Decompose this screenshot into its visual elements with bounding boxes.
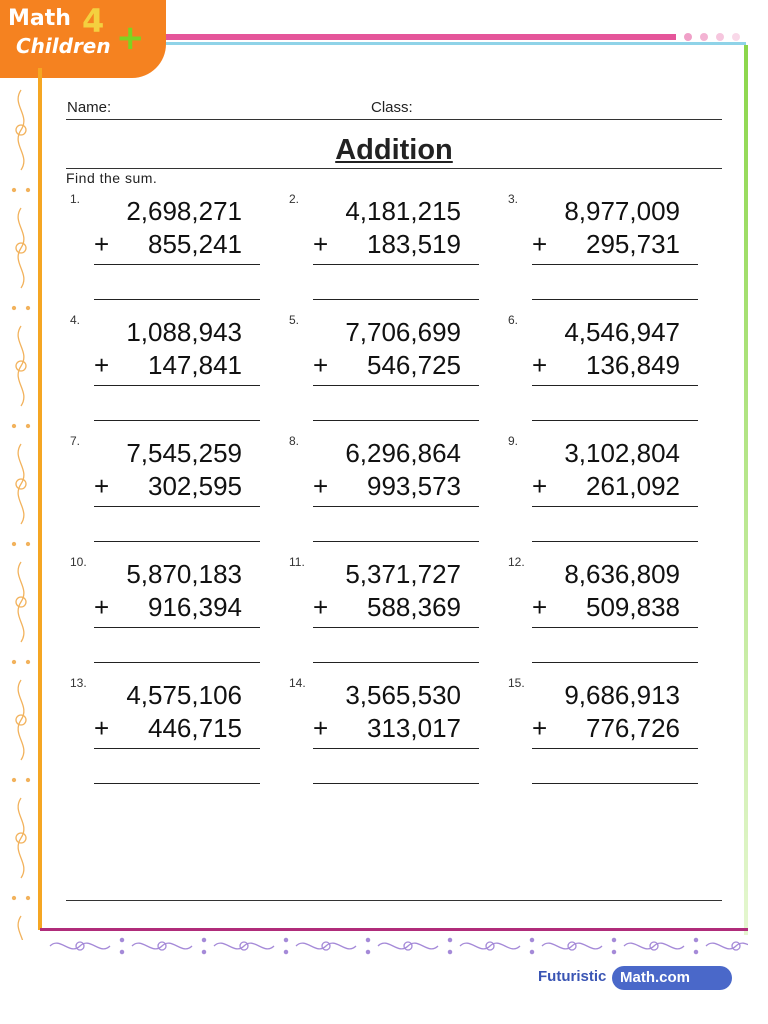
answer-line[interactable] xyxy=(532,662,698,663)
problem-number: 5. xyxy=(289,313,300,327)
addend-bottom: 183,519 xyxy=(367,229,461,259)
left-ornament xyxy=(6,80,36,940)
bottom-border xyxy=(40,928,748,931)
addend-bottom: 302,595 xyxy=(148,471,242,501)
addend-bottom: 446,715 xyxy=(148,713,242,743)
sum-line xyxy=(313,748,479,749)
addend-top: 4,546,947 xyxy=(564,317,680,347)
problem xyxy=(508,434,698,544)
problem-number: 3. xyxy=(508,192,519,206)
top-border-cyan xyxy=(166,42,746,45)
sum-line xyxy=(532,748,698,749)
left-border xyxy=(38,68,42,930)
problem-number: 4. xyxy=(70,313,81,327)
answer-line[interactable] xyxy=(94,541,260,542)
addend-top: 8,636,809 xyxy=(564,559,680,589)
sum-line xyxy=(532,506,698,507)
plus-operator: + xyxy=(313,713,329,743)
plus-operator: + xyxy=(94,471,110,501)
problem-number: 15. xyxy=(508,676,525,690)
logo-line2: Children xyxy=(16,34,111,58)
answer-line[interactable] xyxy=(313,299,479,300)
addend-bottom: 546,725 xyxy=(367,350,461,380)
addend-bottom: 295,731 xyxy=(586,229,680,259)
problem-number: 14. xyxy=(289,676,306,690)
answer-line[interactable] xyxy=(313,662,479,663)
addend-bottom: 147,841 xyxy=(148,350,242,380)
addend-top: 4,575,106 xyxy=(126,680,242,710)
problem xyxy=(70,192,260,302)
addend-bottom: 313,017 xyxy=(367,713,461,743)
plus-operator: + xyxy=(532,471,548,501)
answer-line[interactable] xyxy=(532,420,698,421)
logo-plus: + xyxy=(116,18,145,58)
plus-operator: + xyxy=(532,350,548,380)
math4children-logo xyxy=(0,0,166,78)
logo-line1: Math xyxy=(8,6,71,31)
addend-top: 5,870,183 xyxy=(126,559,242,589)
problem xyxy=(289,192,479,302)
answer-line[interactable] xyxy=(532,541,698,542)
decor-dot xyxy=(716,33,724,41)
sum-line xyxy=(94,264,260,265)
answer-line[interactable] xyxy=(532,299,698,300)
plus-operator: + xyxy=(94,713,110,743)
addend-top: 6,296,864 xyxy=(345,438,461,468)
addend-top: 9,686,913 xyxy=(564,680,680,710)
addend-top: 1,088,943 xyxy=(126,317,242,347)
sum-line xyxy=(532,627,698,628)
sum-line xyxy=(94,627,260,628)
sum-line xyxy=(313,385,479,386)
sum-line xyxy=(532,264,698,265)
plus-operator: + xyxy=(532,592,548,622)
top-border-pink xyxy=(166,34,676,40)
logo-number: 4 xyxy=(82,2,105,40)
problem-number: 11. xyxy=(289,555,305,569)
problem-number: 8. xyxy=(289,434,300,448)
answer-line[interactable] xyxy=(532,783,698,784)
problem-number: 6. xyxy=(508,313,519,327)
name-class-line xyxy=(66,119,722,120)
plus-operator: + xyxy=(532,229,548,259)
sum-line xyxy=(94,385,260,386)
decor-dot xyxy=(732,33,740,41)
sum-line xyxy=(313,627,479,628)
instruction-text: Find the sum. xyxy=(66,170,158,186)
problem xyxy=(508,676,698,786)
bottom-ornament xyxy=(40,934,748,958)
problem xyxy=(289,434,479,544)
problem-number: 10. xyxy=(70,555,87,569)
problem xyxy=(508,313,698,423)
answer-line[interactable] xyxy=(313,541,479,542)
plus-operator: + xyxy=(94,592,110,622)
answer-line[interactable] xyxy=(94,783,260,784)
problem xyxy=(289,676,479,786)
plus-operator: + xyxy=(313,229,329,259)
decor-dot xyxy=(700,33,708,41)
problem xyxy=(70,555,260,665)
addend-bottom: 261,092 xyxy=(586,471,680,501)
brand-text-part1: Futuristic xyxy=(538,968,607,985)
addend-top: 5,371,727 xyxy=(345,559,461,589)
sum-line xyxy=(313,264,479,265)
title-line xyxy=(66,168,722,169)
answer-line[interactable] xyxy=(94,420,260,421)
problem xyxy=(508,192,698,302)
right-border xyxy=(744,45,748,935)
sum-line xyxy=(532,385,698,386)
problem-number: 7. xyxy=(70,434,81,448)
plus-operator: + xyxy=(94,229,110,259)
addend-top: 3,102,804 xyxy=(564,438,680,468)
problem xyxy=(289,313,479,423)
problem xyxy=(70,676,260,786)
problem xyxy=(508,555,698,665)
sum-line xyxy=(313,506,479,507)
page-title: Addition xyxy=(335,134,453,166)
addend-bottom: 916,394 xyxy=(148,592,242,622)
problem-number: 13. xyxy=(70,676,87,690)
problem xyxy=(70,313,260,423)
addend-top: 2,698,271 xyxy=(126,196,242,226)
problem-number: 1. xyxy=(70,192,81,206)
addend-bottom: 993,573 xyxy=(367,471,461,501)
decor-dot xyxy=(684,33,692,41)
addend-top: 7,706,699 xyxy=(345,317,461,347)
problem-number: 2. xyxy=(289,192,300,206)
addend-bottom: 509,838 xyxy=(586,592,680,622)
plus-operator: + xyxy=(313,592,329,622)
answer-line[interactable] xyxy=(94,299,260,300)
name-label: Name: xyxy=(67,99,112,116)
answer-line[interactable] xyxy=(94,662,260,663)
sum-line xyxy=(94,506,260,507)
problem xyxy=(289,555,479,665)
answer-line[interactable] xyxy=(313,420,479,421)
addend-bottom: 588,369 xyxy=(367,592,461,622)
problem-number: 9. xyxy=(508,434,519,448)
addend-bottom: 136,849 xyxy=(586,350,680,380)
addend-bottom: 776,726 xyxy=(586,713,680,743)
problem-number: 12. xyxy=(508,555,525,569)
addend-top: 8,977,009 xyxy=(564,196,680,226)
answer-line[interactable] xyxy=(313,783,479,784)
problem xyxy=(70,434,260,544)
addend-bottom: 855,241 xyxy=(148,229,242,259)
plus-operator: + xyxy=(532,713,548,743)
bottom-line xyxy=(66,900,722,901)
sum-line xyxy=(94,748,260,749)
addend-top: 3,565,530 xyxy=(345,680,461,710)
plus-operator: + xyxy=(94,350,110,380)
brand-text-part2: Math.com xyxy=(620,969,691,986)
class-label: Class: xyxy=(371,99,413,116)
addend-top: 7,545,259 xyxy=(126,438,242,468)
plus-operator: + xyxy=(313,471,329,501)
addend-top: 4,181,215 xyxy=(345,196,461,226)
plus-operator: + xyxy=(313,350,329,380)
